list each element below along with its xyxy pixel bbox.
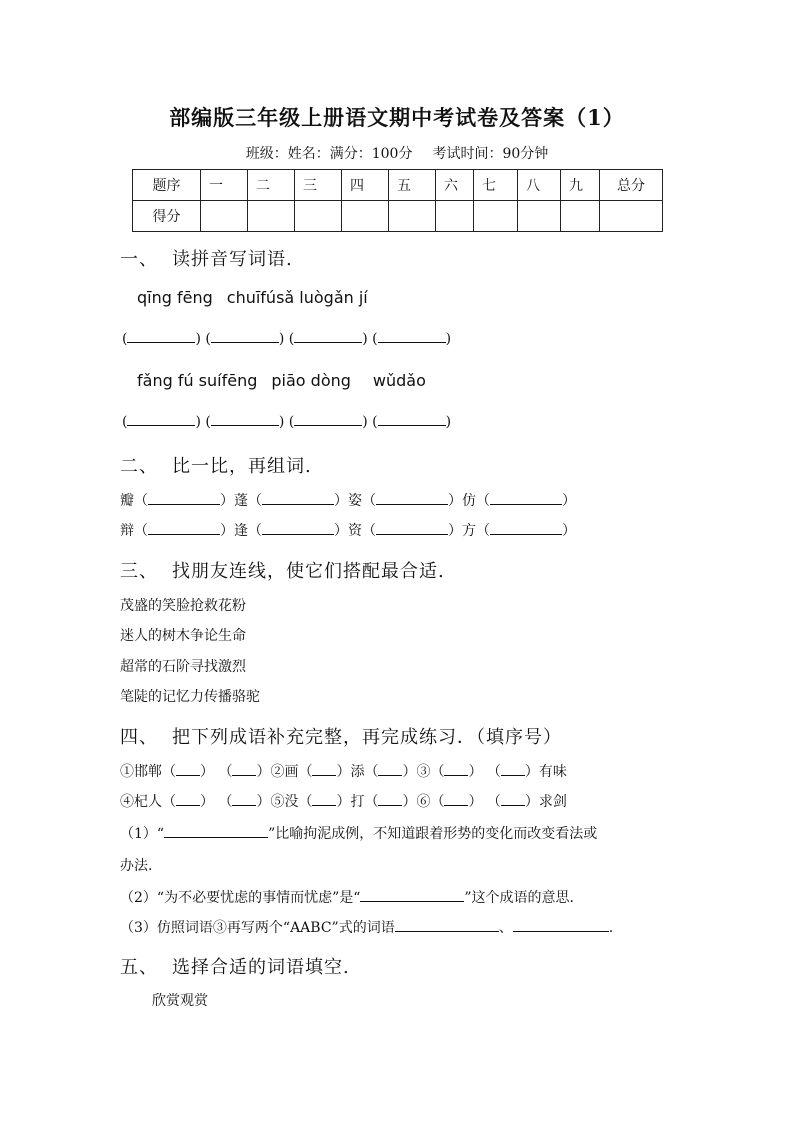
section-number: 五、	[120, 957, 158, 978]
answer-blank-row-2: ( ) ( ) ( ) ( )	[122, 414, 452, 430]
idiom-row-2: ④杞人（ ） （ ）⑤没（ ）打（ ）⑥（ ） （ ）求剑	[120, 791, 567, 811]
score-cell[interactable]	[248, 201, 295, 232]
table-header-cell: 六	[436, 170, 474, 201]
compare-row-1: 瓣（ ）蓬（ ）姿（ ）仿（ ）	[120, 490, 576, 510]
question-text: .	[608, 920, 614, 936]
word-choices: 欣赏观赏	[152, 993, 208, 1009]
idiom-text: 求剑	[538, 794, 567, 810]
answer-blank[interactable]	[164, 823, 268, 838]
question-1-continued: 办法.	[120, 858, 153, 874]
idiom-blank[interactable]	[501, 791, 525, 806]
table-header-cell: 二	[248, 170, 295, 201]
answer-blank[interactable]	[378, 413, 446, 426]
section-4-heading	[120, 723, 562, 749]
section-number: 二、	[120, 456, 158, 477]
idiom-blank[interactable]	[312, 761, 336, 776]
table-header-cell: 九	[561, 170, 600, 201]
idiom-blank[interactable]	[378, 761, 402, 776]
answer-blank[interactable]	[294, 330, 362, 343]
score-cell[interactable]	[201, 201, 248, 232]
idiom-blank[interactable]	[378, 791, 402, 806]
answer-blank[interactable]	[513, 917, 609, 932]
info-fields: 班级：姓名：满分：100分	[245, 146, 413, 162]
pinyin-item: qīng fēng	[137, 288, 213, 307]
exam-info	[0, 143, 794, 163]
compare-char: 仿	[462, 493, 476, 509]
answer-blank[interactable]	[360, 887, 464, 902]
question-text: （1）“	[120, 826, 165, 842]
answer-blank[interactable]	[294, 413, 362, 426]
matching-line: 超常的石阶寻找激烈	[120, 659, 246, 675]
idiom-text: 添	[350, 764, 365, 780]
section-number: 三、	[120, 561, 158, 582]
word-blank[interactable]	[262, 520, 334, 535]
page-title: 部编版三年级上册语文期中考试卷及答案（1）	[169, 105, 625, 130]
table-header-cell: 题序	[133, 170, 201, 201]
section-title: 读拼音写词语.	[172, 249, 293, 270]
idiom-text: ⑤没	[270, 794, 299, 810]
section-title: 找朋友连线，使它们搭配最合适.	[172, 561, 445, 582]
section-number: 四、	[120, 727, 158, 748]
table-header-cell: 总分	[600, 170, 663, 201]
score-cell[interactable]	[342, 201, 389, 232]
pinyin-row-1	[137, 288, 368, 307]
idiom-blank[interactable]	[444, 791, 468, 806]
idiom-blank[interactable]	[232, 791, 256, 806]
section-number: 一、	[120, 249, 158, 270]
idiom-blank[interactable]	[444, 761, 468, 776]
idiom-row-1: ①邯郸（ ） （ ）②画（ ）添（ ）③（ ） （ ）有味	[120, 761, 567, 781]
score-cell[interactable]	[474, 201, 518, 232]
section-title: 把下列成语补充完整，再完成练习．（填序号）	[172, 727, 562, 748]
idiom-blank[interactable]	[232, 761, 256, 776]
section-5-heading	[120, 953, 350, 979]
table-header-cell: 一	[201, 170, 248, 201]
idiom-text: ①邯郸	[120, 764, 162, 780]
idiom-text: 有味	[538, 764, 567, 780]
pinyin-item: chuīfúsǎ luògǎn jí	[226, 288, 368, 307]
pinyin-item: piāo dòng	[271, 371, 351, 390]
pinyin-item: wǔdǎo	[372, 371, 426, 390]
compare-char: 姿	[348, 493, 362, 509]
question-2	[120, 887, 574, 907]
answer-blank[interactable]	[211, 413, 279, 426]
question-text: 、	[498, 920, 513, 936]
answer-blank[interactable]	[378, 330, 446, 343]
matching-line: 茂盛的笑脸抢救花粉	[120, 598, 246, 614]
question-3	[120, 917, 613, 937]
idiom-text: ⑥	[416, 794, 431, 810]
score-table-score-row	[133, 201, 663, 232]
idiom-blank[interactable]	[501, 761, 525, 776]
matching-line: 笔陡的记忆力传播骆驼	[120, 689, 260, 705]
word-blank[interactable]	[262, 490, 334, 505]
section-3-heading	[120, 557, 445, 583]
answer-blank[interactable]	[127, 413, 195, 426]
compare-char: 方	[462, 523, 476, 539]
question-text: （2）“为不必要忧虑的事情而忧虑”是“	[120, 890, 361, 906]
table-header-cell: 三	[295, 170, 342, 201]
word-blank[interactable]	[490, 490, 562, 505]
word-blank[interactable]	[376, 520, 448, 535]
section-1-heading	[120, 245, 293, 271]
score-row-label: 得分	[133, 201, 201, 232]
section-title: 比一比，再组词.	[172, 456, 312, 477]
score-cell[interactable]	[518, 201, 561, 232]
score-table-header-row	[133, 170, 663, 201]
compare-char: 辩	[120, 523, 134, 539]
score-cell[interactable]	[389, 201, 436, 232]
compare-char: 资	[348, 523, 362, 539]
answer-blank[interactable]	[395, 917, 499, 932]
answer-blank[interactable]	[127, 330, 195, 343]
pinyin-row-2	[137, 371, 426, 390]
score-cell[interactable]	[295, 201, 342, 232]
word-blank[interactable]	[148, 490, 220, 505]
idiom-text: ②画	[270, 764, 299, 780]
info-time: 考试时间：90分钟	[432, 146, 549, 162]
idiom-text: ③	[416, 764, 431, 780]
idiom-text: 打	[350, 794, 365, 810]
question-text: （3）仿照词语③再写两个“AABC”式的词语	[120, 920, 395, 936]
table-header-cell: 七	[474, 170, 518, 201]
section-2-heading	[120, 452, 312, 478]
word-blank[interactable]	[376, 490, 448, 505]
section-title: 选择合适的词语填空.	[172, 957, 350, 978]
score-cell[interactable]	[600, 201, 663, 232]
compare-row-2: 辩（ ）逢（ ）资（ ）方（ ）	[120, 520, 576, 540]
word-blank[interactable]	[490, 520, 562, 535]
compare-char: 瓣	[120, 493, 134, 509]
pinyin-item: fǎng fú suífēng	[137, 371, 258, 390]
answer-blank[interactable]	[211, 330, 279, 343]
matching-line: 迷人的树木争论生命	[120, 628, 246, 644]
idiom-blank[interactable]	[176, 791, 200, 806]
table-header-cell: 五	[389, 170, 436, 201]
word-blank[interactable]	[148, 520, 220, 535]
question-text: ”这个成语的意思.	[464, 890, 574, 906]
score-cell[interactable]	[561, 201, 600, 232]
table-header-cell: 八	[518, 170, 561, 201]
idiom-blank[interactable]	[312, 791, 336, 806]
answer-blank-row-1: ( ) ( ) ( ) ( )	[122, 331, 452, 347]
compare-char: 蓬	[234, 493, 248, 509]
score-cell[interactable]	[436, 201, 474, 232]
question-1	[120, 823, 597, 843]
compare-char: 逢	[234, 523, 248, 539]
score-table	[132, 169, 663, 232]
idiom-text: ④杞人	[120, 794, 162, 810]
idiom-blank[interactable]	[176, 761, 200, 776]
table-header-cell: 四	[342, 170, 389, 201]
question-text: ”比喻拘泥成例，不知道跟着形势的变化而改变看法或	[268, 826, 598, 842]
